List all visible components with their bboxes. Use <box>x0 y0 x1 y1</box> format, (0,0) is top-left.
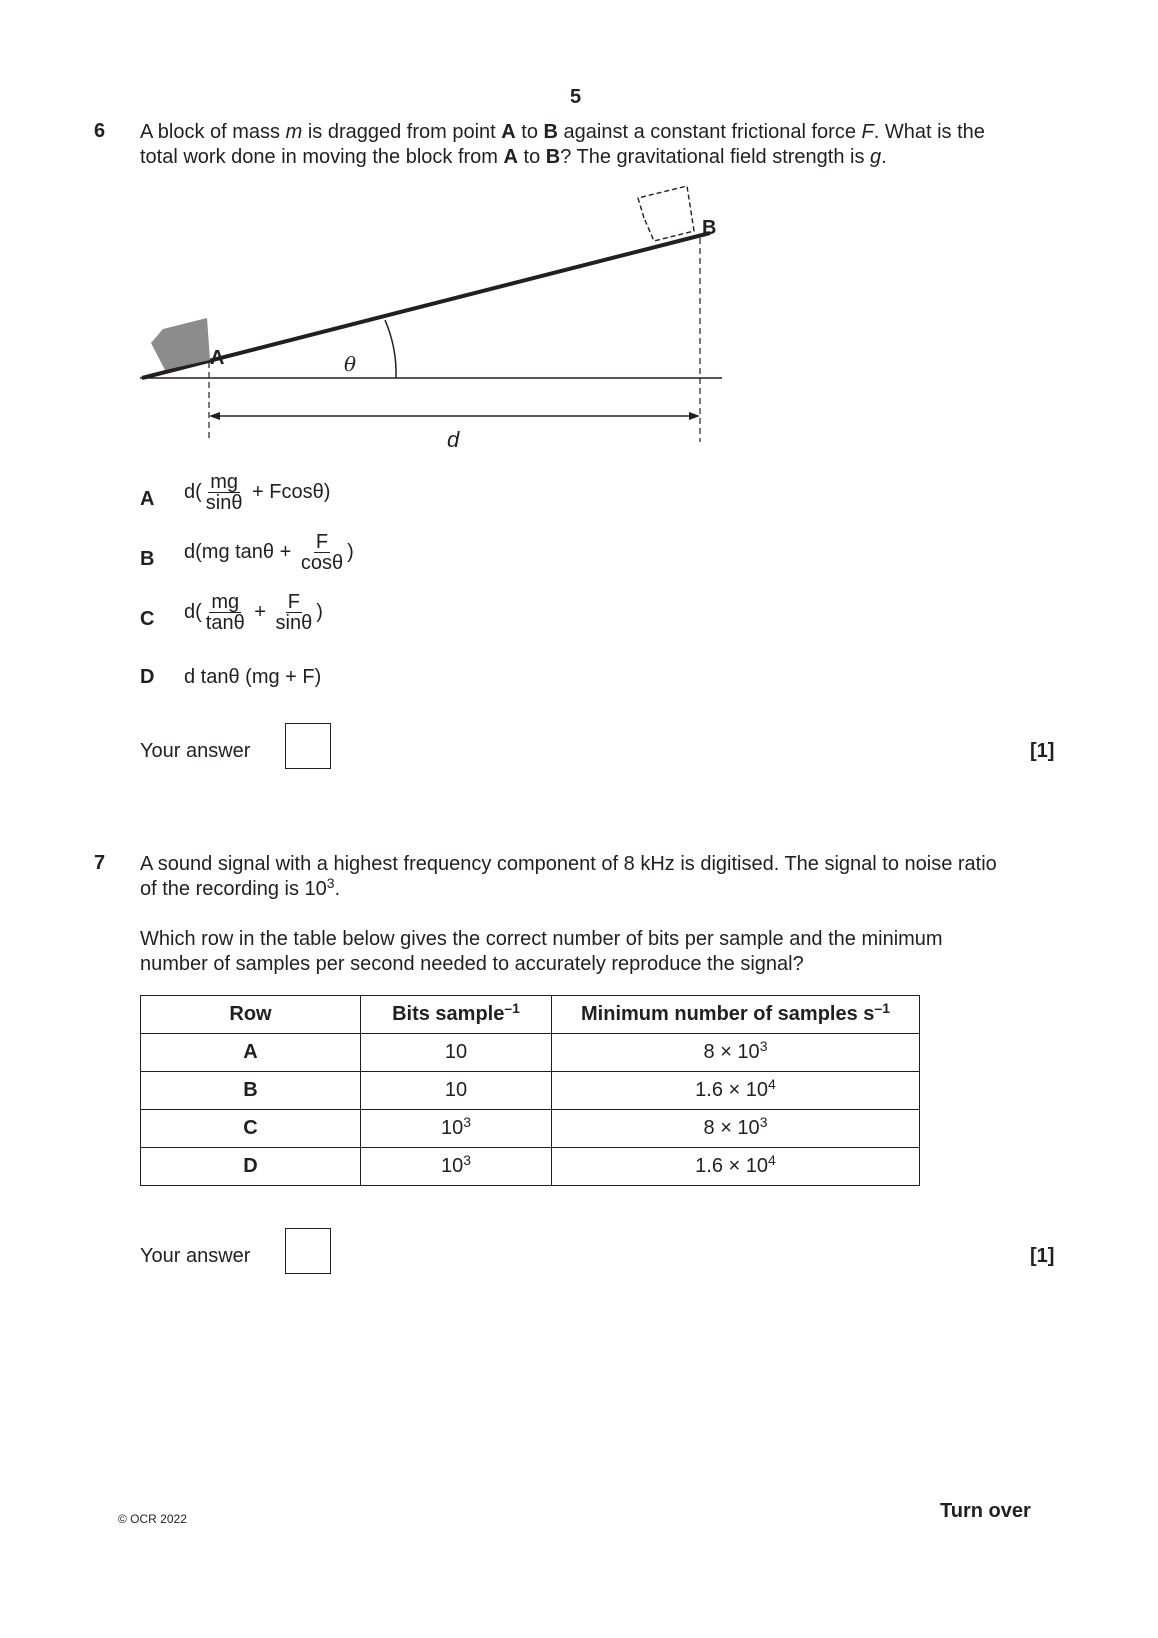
answer-options-table <box>140 995 920 1186</box>
question-7-text <box>140 852 1070 977</box>
cell-samples: $1.6 \times 10^4$ <box>552 1148 920 1186</box>
option-a-letter: A <box>140 488 155 510</box>
q7-line-2: of the recording is $10^3$. <box>140 875 341 900</box>
cell-bits: 10 <box>361 1034 552 1072</box>
fraction: $\frac{mg}{\sin\theta}$ <box>205 471 243 514</box>
option-b-letter: B <box>140 548 155 570</box>
fraction: $\frac{F}{\cos\theta}$ <box>300 531 344 574</box>
incline-line <box>142 233 710 378</box>
q7-line-1: A sound signal with a highest frequency component of 8 kHz is digitised. The signal to noise ratio <box>140 853 997 875</box>
q7-answer-box[interactable] <box>285 1228 331 1274</box>
q6-answer-box[interactable] <box>285 723 331 769</box>
turn-over-label: Turn over <box>940 1500 1031 1522</box>
incline-diagram <box>120 180 740 460</box>
cell-samples: $1.6 \times 10^4$ <box>552 1072 920 1110</box>
table-header-row <box>141 996 920 1034</box>
cell-row: C <box>141 1110 361 1148</box>
option-b-expression: d(mg tanθ + $\frac{F}{\cos\theta}$ ) <box>184 531 354 574</box>
cell-samples: $8 \times 10^3$ <box>552 1034 920 1072</box>
option-c-expression: d( $\frac{mg}{\tan\theta}$ + $\frac{F}{\sin\theta}$ ) <box>184 591 323 634</box>
label-theta: θ <box>344 352 357 376</box>
question-7-number: 7 <box>94 852 106 874</box>
table-row <box>141 1072 920 1110</box>
q7-line-3: Which row in the table below gives the correct number of bits per sample and the minimum <box>140 928 943 950</box>
table-row <box>141 1148 920 1186</box>
option-c-letter: C <box>140 608 155 630</box>
q6-line-2: total work done in moving the block from A to B? The gravitational field strength is g. <box>140 146 887 168</box>
cell-bits: 10 <box>361 1072 552 1110</box>
label-a: A <box>210 347 225 369</box>
header-row: Row <box>141 996 361 1034</box>
header-bits: Bits sample$^{-1}$ <box>361 996 552 1034</box>
cell-bits: $10^3$ <box>361 1148 552 1186</box>
cell-row: D <box>141 1148 361 1186</box>
table-row <box>141 1110 920 1148</box>
cell-row: B <box>141 1072 361 1110</box>
page-number: 5 <box>570 86 582 108</box>
cell-samples: $8 \times 10^3$ <box>552 1110 920 1148</box>
question-6-text <box>140 120 1070 170</box>
header-samples: Minimum number of samples $s^{-1}$ <box>552 996 920 1034</box>
arrow-right <box>689 412 700 420</box>
q7-marks: [1] <box>1030 1245 1055 1267</box>
label-b: B <box>702 217 717 239</box>
copyright-footer: © OCR 2022 <box>118 1512 187 1526</box>
q7-answer-label: Your answer <box>140 1245 251 1267</box>
q6-answer-label: Your answer <box>140 740 251 762</box>
label-d: d <box>447 427 460 452</box>
cell-row: A <box>141 1034 361 1072</box>
option-a-expression: d( $\frac{mg}{\sin\theta}$ + Fcosθ) <box>184 471 331 514</box>
fraction: $\frac{F}{\sin\theta}$ <box>275 591 313 634</box>
option-d-expression: d tanθ (mg + F) <box>184 666 322 688</box>
q7-line-4: number of samples per second needed to accurately reproduce the signal? <box>140 953 804 975</box>
option-d-letter: D <box>140 666 155 688</box>
cell-bits: $10^3$ <box>361 1110 552 1148</box>
theta-arc <box>385 320 396 378</box>
question-6-number: 6 <box>94 120 106 142</box>
q6-marks: [1] <box>1030 740 1055 762</box>
arrow-left <box>209 412 220 420</box>
table-row <box>141 1034 920 1072</box>
fraction: $\frac{mg}{\tan\theta}$ <box>205 591 245 634</box>
block-at-b-dashed <box>638 186 694 241</box>
q6-line-1: A block of mass m is dragged from point A to B against a constant frictional force F. What is the <box>140 121 985 143</box>
